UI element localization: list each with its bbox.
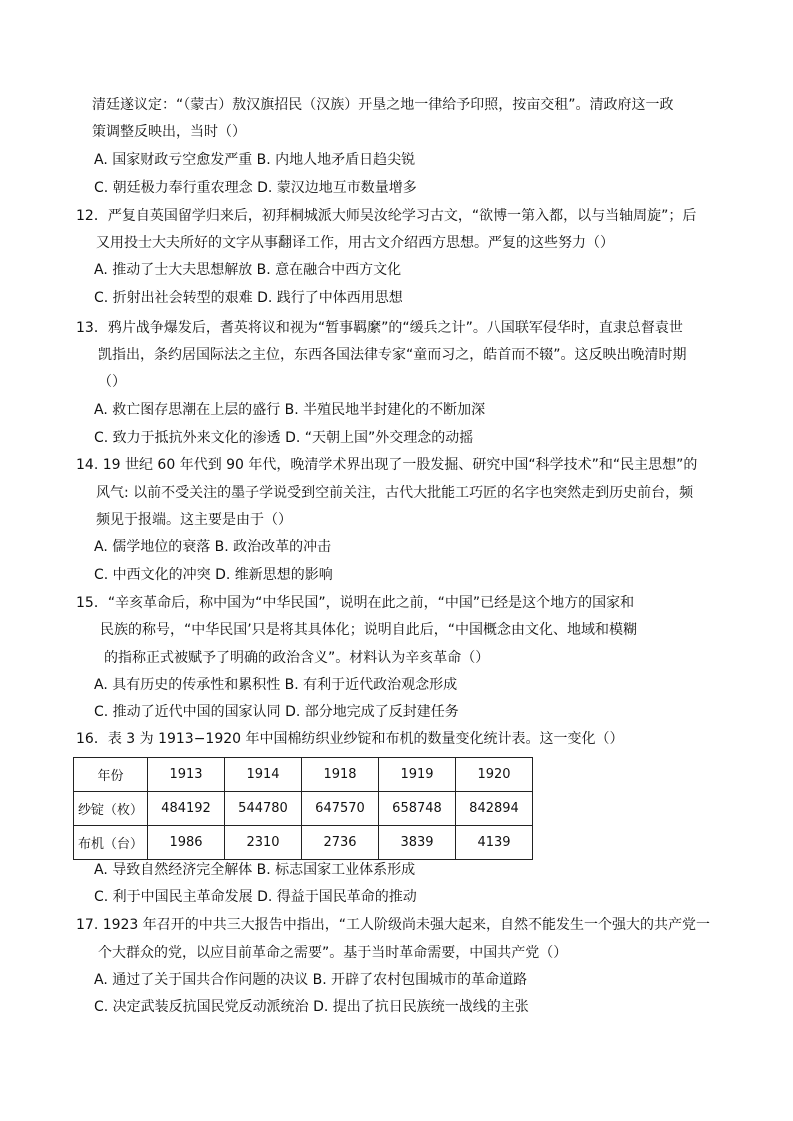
- q14-stem-line1: 14. 19 世纪 60 年代到 90 年代，晚清学术界出现了一股发掘、研究中国“科学技术”和“民主思想”的: [76, 457, 698, 473]
- table-header-cell: 1919: [379, 758, 456, 792]
- q15-stem-line2: 民族的称号，“中华民国’只是将其具体化；说明自此后，“中国概念由文化、地域和模糊: [100, 622, 637, 638]
- table-header-cell: 1920: [456, 758, 533, 792]
- q17-stem-line1: 17. 1923 年召开的中共三大报告中指出，“工人阶级尚未强大起来，自然不能发生一个强大的共产党一: [76, 917, 711, 933]
- q17-options-cd: C. 决定武装反抗国民党反动派统治 D. 提出了抗日民族统一战线的主张: [94, 999, 529, 1015]
- q14-stem-line3: 频见于报端。这主要是由于（）: [96, 512, 292, 528]
- table-cell: 纱锭（枚）: [74, 792, 148, 826]
- q12-stem-line1: 12．严复自英国留学归来后，初拜桐城派大师吴汝纶学习古文，“欲博一第入都，以与当轴周旋”；后: [76, 208, 697, 224]
- q13-stem-line2: 凯指出，条约居国际法之主位，东西各国法律专家“童而习之，皓首而不辍”。这反映出晚清时期: [98, 347, 687, 363]
- table-header-cell: 1918: [302, 758, 379, 792]
- table-row: [74, 826, 533, 860]
- q11-stem-line2: 策调整反映出，当时（）: [92, 124, 246, 140]
- q16-options-ab: A. 导致自然经济完全解体 B. 标志国家工业体系形成: [94, 862, 416, 878]
- table-cell: 658748: [379, 792, 456, 826]
- table-cell: 484192: [148, 792, 225, 826]
- q15-stem-line1: 15．“辛亥革命后，称中国为“中华民国”，说明在此之前，“中国”已经是这个地方的国家和: [76, 595, 635, 611]
- q12-stem-line2: 又用投士大夫所好的文字从事翻译工作，用古文介绍西方思想。严复的这些努力（）: [96, 235, 614, 251]
- table-cell: 2310: [225, 826, 302, 860]
- q14-stem-line2: 风气: 以前不受关注的墨子学说受到空前关注，古代大批能工巧匠的名字也突然走到历史前台，频: [96, 485, 694, 501]
- q12-options-ab: A. 推动了士大夫思想解放 B. 意在融合中西方文化: [94, 262, 402, 278]
- table-header-cell: 1914: [225, 758, 302, 792]
- q16-stem-line1: 16．表 3 为 1913−1920 年中国棉纺织业纱锭和布机的数量变化统计表。这一变化（）: [76, 731, 624, 747]
- q11-options-cd: C. 朝廷极力奉行重农理念 D. 蒙汉边地互市数量增多: [94, 180, 417, 196]
- q13-options-ab: A. 救亡图存思潮在上层的盛行 B. 半殖民地半封建化的不断加深: [94, 402, 486, 418]
- table-cell: 842894: [456, 792, 533, 826]
- q17-options-ab: A. 通过了关于国共合作问题的决议 B. 开辟了农村包围城市的革命道路: [94, 972, 528, 988]
- q16-options-cd: C. 利于中国民主革命发展 D. 得益于国民革命的推动: [94, 889, 417, 905]
- q13-options-cd: C. 致力于抵抗外来文化的渗透 D. “天朝上国”外交理念的动摇: [94, 430, 474, 446]
- table-row: [74, 758, 533, 792]
- q17-stem-line2: 个大群众的党，以应目前革命之需要”。基于当时革命需要，中国共产党（）: [98, 945, 568, 961]
- q12-options-cd: C. 折射出社会转型的艰难 D. 践行了中体西用思想: [94, 290, 403, 306]
- table-cell: 3839: [379, 826, 456, 860]
- table-cell: 4139: [456, 826, 533, 860]
- q13-stem-line3: （）: [98, 374, 126, 390]
- q11-options-ab: A. 国家财政亏空愈发严重 B. 内地人地矛盾日趋尖锐: [94, 152, 416, 168]
- q16-data-table: [73, 757, 533, 860]
- table-cell: 1986: [148, 826, 225, 860]
- q14-options-ab: A. 儒学地位的衰落 B. 政治改革的冲击: [94, 539, 332, 555]
- q11-stem-line1: 清廷遂议定：“（蒙古）敖汉旗招民（汉族）开垦之地一律给予印照，按亩交租”。清政府这一政: [92, 97, 674, 113]
- q15-options-ab: A. 具有历史的传承性和累积性 B. 有利于近代政治观念形成: [94, 677, 458, 693]
- table-cell: 647570: [302, 792, 379, 826]
- table-cell: 布机（台）: [74, 826, 148, 860]
- q15-options-cd: C. 推动了近代中国的国家认同 D. 部分地完成了反封建任务: [94, 704, 459, 720]
- table-row: [74, 792, 533, 826]
- table-header-cell: 年份: [74, 758, 148, 792]
- table-header-cell: 1913: [148, 758, 225, 792]
- q15-stem-line3: 的指称正式被赋予了明确的政治含义”。材料认为辛亥革命（）: [104, 650, 490, 666]
- table-cell: 544780: [225, 792, 302, 826]
- q13-stem-line1: 13．鸦片战争爆发后，耆英将议和视为“暂事羁縻”的“缓兵之计”。八国联军侵华时，直隶总督袁世: [76, 320, 683, 336]
- table-cell: 2736: [302, 826, 379, 860]
- q14-options-cd: C. 中西文化的冲突 D. 维新思想的影响: [94, 567, 333, 583]
